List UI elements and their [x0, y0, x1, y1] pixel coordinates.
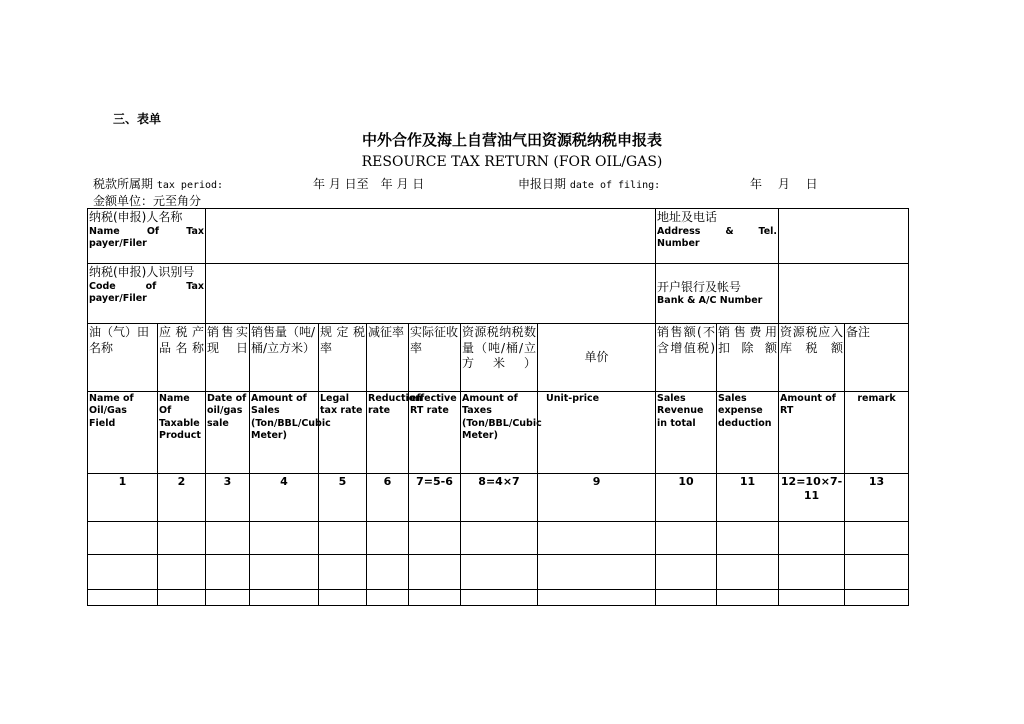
col-number: 6	[367, 474, 409, 522]
table-cell[interactable]	[717, 522, 779, 555]
table-cell[interactable]	[461, 590, 538, 606]
table-cell[interactable]	[367, 555, 409, 590]
address-label	[656, 209, 779, 264]
table-cell[interactable]	[88, 522, 158, 555]
taxpayer-id-cn: 纳税(申报)人识别号	[89, 265, 195, 279]
table-cell[interactable]	[779, 555, 845, 590]
table-cell[interactable]	[158, 590, 206, 606]
col-header-cn: 销售费用扣除额	[717, 324, 779, 392]
table-cell[interactable]	[845, 522, 909, 555]
col-number: 3	[206, 474, 250, 522]
tax-period-range[interactable]: 年 月 日至 年 月 日	[313, 177, 425, 191]
table-cell[interactable]	[538, 590, 656, 606]
table-cell[interactable]	[250, 522, 319, 555]
taxpayer-id-field[interactable]	[206, 264, 656, 324]
table-cell[interactable]	[656, 522, 717, 555]
table-cell[interactable]	[88, 555, 158, 590]
col-number: 5	[319, 474, 367, 522]
table-cell[interactable]	[538, 522, 656, 555]
taxpayer-name-label	[88, 209, 206, 264]
taxpayer-name-cn: 纳税(申报)人名称	[89, 210, 183, 224]
header-en-row	[88, 392, 909, 474]
table-cell[interactable]	[461, 522, 538, 555]
header-cn-row	[88, 324, 909, 392]
col-header-en: Unit-price	[538, 392, 656, 474]
col-number: 2	[158, 474, 206, 522]
table-cell[interactable]	[656, 590, 717, 606]
table-cell[interactable]	[367, 522, 409, 555]
table-cell[interactable]	[158, 555, 206, 590]
col-number: 13	[845, 474, 909, 522]
col-header-en: Name Of Taxable Product	[158, 392, 206, 474]
tax-return-table	[87, 208, 909, 606]
table-cell[interactable]	[656, 555, 717, 590]
taxpayer-id-en: Code of Tax payer/Filer	[89, 280, 204, 304]
col-header-cn: 销售实现日	[206, 324, 250, 392]
col-header-en: Amount of Taxes (Ton/BBL/Cubic Meter)	[461, 392, 538, 474]
table-row	[88, 590, 909, 606]
form-title-en: RESOURCE TAX RETURN (FOR OIL/GAS)	[361, 154, 663, 170]
col-header-en: Amount of Sales (Ton/BBL/Cubic Meter)	[250, 392, 319, 474]
table-cell[interactable]	[88, 590, 158, 606]
table-cell[interactable]	[319, 590, 367, 606]
table-cell[interactable]	[717, 590, 779, 606]
col-header-en: effective RT rate	[409, 392, 461, 474]
col-number: 4	[250, 474, 319, 522]
table-cell[interactable]	[409, 590, 461, 606]
table-cell[interactable]	[206, 555, 250, 590]
table-row	[88, 522, 909, 555]
table-cell[interactable]	[538, 555, 656, 590]
table-cell[interactable]	[409, 522, 461, 555]
table-cell[interactable]	[319, 522, 367, 555]
taxpayer-id-row	[88, 264, 909, 324]
table-cell[interactable]	[845, 590, 909, 606]
col-header-en: Amount of RT	[779, 392, 845, 474]
col-header-en: Date of oil/gas sale	[206, 392, 250, 474]
filing-date-label	[518, 175, 660, 192]
taxpayer-id-label	[88, 264, 206, 324]
filing-date-value[interactable]: 年 月 日	[750, 177, 818, 191]
col-number: 10	[656, 474, 717, 522]
tax-period-label-en: tax period:	[156, 180, 224, 191]
table-cell[interactable]	[717, 555, 779, 590]
column-number-row	[88, 474, 909, 522]
bank-en: Bank & A/C Number	[657, 295, 763, 307]
col-number: 12=10×7-11	[779, 474, 845, 522]
table-cell[interactable]	[779, 522, 845, 555]
bank-label	[656, 264, 779, 324]
col-header-en: Reduction rate	[367, 392, 409, 474]
table-cell[interactable]	[367, 590, 409, 606]
filing-date-label-cn: 申报日期	[518, 177, 567, 191]
col-number: 9	[538, 474, 656, 522]
col-header-cn: 应税产品名称	[158, 324, 206, 392]
col-header-en: Name of Oil/Gas Field	[88, 392, 158, 474]
col-header-cn: 备注	[845, 324, 909, 392]
filing-date-label-en: date of filing:	[569, 180, 661, 191]
table-cell[interactable]	[319, 555, 367, 590]
col-header-en: remark	[845, 392, 909, 474]
table-cell[interactable]	[158, 522, 206, 555]
taxpayer-name-en: Name Of Tax payer/Filer	[89, 225, 204, 249]
col-number: 7=5-6	[409, 474, 461, 522]
table-row	[88, 555, 909, 590]
col-header-cn: 实际征收率	[409, 324, 461, 392]
table-cell[interactable]	[845, 555, 909, 590]
col-header-cn: 销售额(不含增值税)	[656, 324, 717, 392]
taxpayer-name-field[interactable]	[206, 209, 656, 264]
address-cn: 地址及电话	[657, 210, 718, 224]
table-cell[interactable]	[779, 590, 845, 606]
col-header-cn: 单价	[538, 324, 656, 392]
col-header-cn: 规定税率	[319, 324, 367, 392]
address-en: Address & Tel. Number	[657, 225, 778, 249]
col-header-cn: 减征率	[367, 324, 409, 392]
table-cell[interactable]	[250, 555, 319, 590]
col-header-cn: 销售量（吨/桶/立方米）	[250, 324, 319, 392]
col-header-en: Sales expense deduction	[717, 392, 779, 474]
form-title-cn: 中外合作及海上自营油气田资源税纳税申报表	[361, 131, 662, 149]
bank-cn: 开户银行及帐号	[657, 279, 742, 294]
table-cell[interactable]	[206, 522, 250, 555]
table-cell[interactable]	[409, 555, 461, 590]
section-label: 三、表单	[113, 112, 162, 126]
col-header-cn: 资源税纳税数量（吨/桶/立方米）	[461, 324, 538, 392]
col-number: 8=4×7	[461, 474, 538, 522]
col-header-cn: 资源税应入库税额	[779, 324, 845, 392]
tax-period-label	[93, 175, 223, 192]
col-number: 11	[717, 474, 779, 522]
col-header-cn: 油（气）田名称	[88, 324, 158, 392]
table-cell[interactable]	[206, 590, 250, 606]
currency-unit: 金额单位：元至角分	[93, 194, 202, 208]
col-header-en: Sales Revenue in total	[656, 392, 717, 474]
table-cell[interactable]	[461, 555, 538, 590]
tax-period-label-cn: 税款所属期	[93, 177, 154, 191]
col-number: 1	[88, 474, 158, 522]
address-field[interactable]	[779, 209, 909, 264]
table-cell[interactable]	[250, 590, 319, 606]
taxpayer-name-row	[88, 209, 909, 264]
col-header-en: Legal tax rate	[319, 392, 367, 474]
bank-field[interactable]	[779, 264, 909, 324]
